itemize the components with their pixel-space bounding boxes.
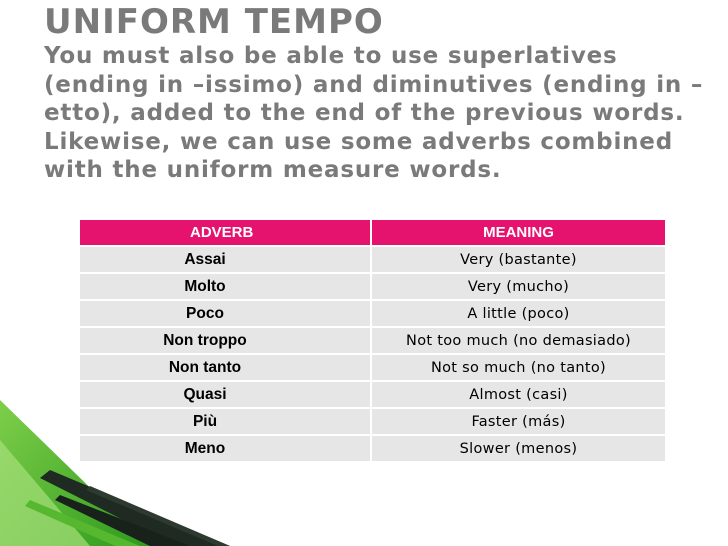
dark-stripe [40, 470, 230, 546]
adverb-cell: Assai [80, 247, 370, 272]
dark-stripe-2 [55, 495, 190, 546]
adverb-cell: Meno [80, 436, 370, 461]
dark-stripe-thin [86, 486, 230, 546]
table-row [80, 301, 665, 326]
adverb-cell: Non troppo [80, 328, 370, 353]
adverb-cell: Più [80, 409, 370, 434]
meaning-cell: Almost (casi) [370, 382, 665, 407]
table-row [80, 355, 665, 380]
slide-heading: UNIFORM TEMPO [44, 2, 384, 42]
table-header-row [80, 220, 665, 245]
table-row [80, 436, 665, 461]
green-light-wedge [0, 440, 90, 546]
table-row [80, 409, 665, 434]
adverb-cell: Quasi [80, 382, 370, 407]
meaning-cell: Not so much (no tanto) [370, 355, 665, 380]
slide-title [44, 2, 724, 185]
meaning-cell: Slower (menos) [370, 436, 665, 461]
table-row [80, 382, 665, 407]
adverb-cell: Non tanto [80, 355, 370, 380]
header-meaning: MEANING [370, 220, 665, 245]
meaning-cell: Very (bastante) [370, 247, 665, 272]
adverb-cell: Poco [80, 301, 370, 326]
table-row [80, 274, 665, 299]
slide-subheading: You must also be able to use superlatives (ending in –issimo) and diminutives (ending in –etto), added to the end of the previous words. Likewise, we can use some adverbs combined with the uniform measure words. [44, 43, 704, 183]
meaning-cell: Faster (más) [370, 409, 665, 434]
adverb-meaning-table [80, 218, 665, 463]
meaning-cell: A little (poco) [370, 301, 665, 326]
header-adverb: ADVERB [80, 220, 370, 245]
green-stripe [25, 500, 140, 546]
meaning-cell: Very (mucho) [370, 274, 665, 299]
table-row [80, 247, 665, 272]
adverb-cell: Molto [80, 274, 370, 299]
table-row [80, 328, 665, 353]
meaning-cell: Not too much (no demasiado) [370, 328, 665, 353]
